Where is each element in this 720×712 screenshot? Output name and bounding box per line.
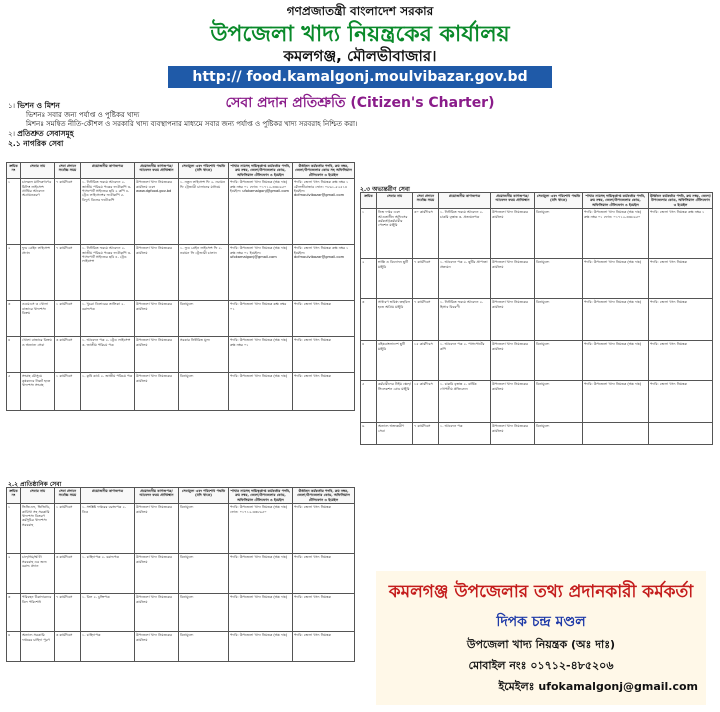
table-cell: বিনামূল্যে: [535, 423, 583, 445]
table-cell: ১. ফুড গ্রেইন লাইসেন্স ফি ২. নবায়ন ফি ট্রেজারী চালান: [179, 245, 229, 301]
table-cell: ১ কার্যদিবস: [55, 504, 81, 554]
table-cell: ৭ কার্যদিবস: [55, 179, 81, 245]
charter-title: সেবা প্রদান প্রতিশ্রুতি (Citizen's Charter): [225, 95, 495, 111]
table-cell: ৬: [361, 423, 377, 445]
column-header: সেবামূল্য এবং পরিশোধ পদ্ধতি (যদি থাকে): [179, 163, 229, 179]
table-cell: পদবি: উপজেলা খাদ্য নিয়ন্ত্রক (অঃ দাঃ): [583, 341, 649, 381]
table-cell: অন্যান্য অভ্যন্তরীণ সেবা: [377, 423, 413, 445]
table-cell: ১: [7, 179, 21, 245]
column-header: ক্রমিক নং: [7, 488, 21, 504]
table-cell: ২: [7, 245, 21, 301]
info-officer-title: কমলগঞ্জ উপজেলার তথ্য প্রদানকারী কর্মকর্তা: [388, 582, 694, 602]
table-cell: বিনামূল্যে: [179, 594, 229, 632]
table-cell: ৪: [361, 341, 377, 381]
table-cell: পদবি: উপজেলা খাদ্য নিয়ন্ত্রক (অঃ দাঃ): [229, 373, 293, 411]
column-header: সেবার নাম: [21, 163, 55, 179]
website-url[interactable]: http:// food.kamalgonj.moulvibazar.gov.bd: [168, 66, 552, 88]
column-header: প্রয়োজনীয় কাগজপত্র/ আবেদন ফরম প্রাপ্তিস্থান: [491, 193, 535, 209]
table-cell: পদবি: জেলা খাদ্য নিয়ন্ত্রক: [293, 337, 355, 373]
column-header: সেবা প্রদানে সর্বোচ্চ সময়: [55, 488, 81, 504]
table-cell: ১৫ কার্যদিবস: [413, 341, 439, 381]
table-cell: ১. বিল ২. চুক্তিপত্র: [81, 594, 135, 632]
table-cell: অন্যান্য সরকারি দপ্তরের চাহিদা পূরণ: [21, 632, 55, 662]
table-cell: ১: [361, 209, 377, 259]
table-cell: পদবি: জেলা খাদ্য নিয়ন্ত্রক: [293, 301, 355, 337]
table-cell: উপজেলা খাদ্য নিয়ন্ত্রকের কার্যালয়: [135, 301, 179, 337]
column-header: ঊর্ধ্বতন কর্মকর্তার পদবি, রুম নম্বর, জেলা/উপজেলার কোড, অফিসিয়াল টেলিফোন ও ইমেইল: [650, 194, 711, 207]
table-cell: ওএমএস ও খোলা বাজারে খাদ্যশস্য বিক্রয়: [21, 301, 55, 337]
table-cell: ৪: [7, 632, 21, 662]
table-cell: বিনামূল্যে: [179, 554, 229, 594]
table-cell: উপজেলা খাদ্য নিয়ন্ত্রকের কার্যালয়: [491, 209, 535, 259]
table-cell: ১. আবেদন পত্র ২. ছুটির প্রাপ্যতা প্রত্যয়ন: [439, 259, 491, 299]
table-cell: ১. নির্ধারিত ফরমে আবেদন ২. জাতীয় পরিচয় পত্রের ফটোকপি ৩. পাসপোর্ট সাইজের ছবি ৪. ট্রেড লাইসেন্স: [81, 245, 135, 301]
table-cell: উপজেলা খাদ্য নিয়ন্ত্রকের কার্যালয়: [491, 259, 535, 299]
table-cell: ১. চাহিদাপত্র ২. বরাদ্দপত্র: [81, 554, 135, 594]
table-cell: পদবি: জেলা খাদ্য নিয়ন্ত্রক: [293, 632, 355, 662]
table-cell: পদবি: জেলা খাদ্য নিয়ন্ত্রক: [649, 341, 713, 381]
column-header: প্রয়োজনীয় কাগজপত্র/ আবেদন ফরম প্রাপ্তিস্থান: [135, 163, 179, 179]
table-cell: পদবি: উপজেলা খাদ্য নিয়ন্ত্রক কক্ষ নম্বর ০১: [229, 301, 293, 337]
info-officer-email[interactable]: ইমেইলঃ ufokamalgonj@gmail.com: [498, 680, 698, 693]
table-row: [361, 381, 713, 423]
table-cell: ৭ কার্যদিবস: [413, 299, 439, 341]
table-cell: ভিজিএফ, ভিজিডি, কাবিখা সহ সরকারি খাদ্যশস্য বিতরণ কর্মসূচির খাদ্যশস্য সরবরাহ: [21, 504, 55, 554]
table-cell: পদবি: উপজেলা খাদ্য নিয়ন্ত্রক (অঃ দাঃ) কক্ষ নম্বর ০১: [229, 337, 293, 373]
table-cell: ৩: [7, 594, 21, 632]
table-cell: উপজেলা খাদ্য নিয়ন্ত্রকের কার্যালয়: [135, 594, 179, 632]
table-cell: ১: [7, 504, 21, 554]
table-cell: পদবি: জেলা খাদ্য নিয়ন্ত্রক: [649, 259, 713, 299]
column-header: প্রয়োজনীয় কাগজপত্র/ আবেদন ফরম প্রাপ্তিস্থান: [135, 488, 179, 504]
info-officer-mobile: মোবাইল নংঃ ০১৭১২-৪৮৫২০৬: [468, 659, 614, 672]
table-cell: ১. নির্ধারিত ফরমে আবেদন ২. হিসাব বিবরণী: [439, 299, 491, 341]
table-cell: পদবি: জেলা খাদ্য নিয়ন্ত্রক: [293, 373, 355, 411]
table-cell: ৩: [361, 299, 377, 341]
table-cell: বহিঃবাংলাদেশ ছুটি মঞ্জুরি: [377, 341, 413, 381]
table-cell: ৩ কার্যদিবস: [55, 337, 81, 373]
table-cell: পদবি: জেলা খাদ্য নিয়ন্ত্রক কক্ষ নম্বর ১ ইমেইল: dcfmoulvibazar@gmail.com: [293, 245, 355, 301]
info-officer-panel: [376, 571, 706, 705]
mission-text: মিশনঃ সমন্বিত নীতি-কৌশল ও সরকারি খাদ্য ব্যবস্থাপনার মাধ্যমে সবার জন্য পর্যাপ্ত ও পুষ্টিকর খাদ্য সরবরাহ নিশ্চিত করা।: [26, 120, 358, 128]
table-cell: উপজেলা খাদ্য নিয়ন্ত্রকের কার্যালয়: [135, 554, 179, 594]
table-cell: ৩ কার্যদিবস: [55, 632, 81, 662]
table-cell: সংগ্রহ মৌসুমে কৃষকদের নিকট হতে খাদ্যশস্য সংগ্রহ: [21, 373, 55, 411]
table-row: [7, 337, 355, 373]
institutional-services-table: [6, 487, 355, 662]
vision-mission: [8, 101, 708, 148]
table-cell: ৭ কার্যদিবস: [55, 594, 81, 632]
table-row: [7, 301, 355, 337]
table-cell: ১. নির্ধারিত ফরমে আবেদন ২. চাকরি বৃত্তান্ত ৩. প্রত্যয়নপত্র: [439, 209, 491, 259]
table-cell: ১. চাকরি বৃত্তান্ত ২. বার্ষিক গোপনীয় প্রতিবেদন: [439, 381, 491, 423]
column-header: সেবা প্রদানে সর্বোচ্চ সময়: [55, 163, 81, 179]
table-cell: ১ কার্যদিবস: [55, 301, 81, 337]
table-cell: ৭ কার্যদিবস: [55, 245, 81, 301]
table-cell: চাল/গম/আটা সরবরাহ এর জন্য বরাদ্দ প্রদান: [21, 554, 55, 594]
table-row: [7, 245, 355, 301]
table-cell: উপজেলা খাদ্য নিয়ন্ত্রকের কার্যালয় এবং www.dgfood.gov.bd: [135, 179, 179, 245]
table-cell: শ্রান্তি ও বিনোদন ছুটি মঞ্জুরি: [377, 259, 413, 299]
table-cell: ১. চাহিদাপত্র: [81, 632, 135, 662]
table-cell: পদবি: উপজেলা খাদ্য নিয়ন্ত্রক (অঃ দাঃ) কক্ষ নম্বর ০১ ইমেইল: ufokamalgonj@gmail.com: [229, 245, 293, 301]
table-row: [361, 423, 713, 445]
internal-services-title: ২.৩ অভ্যন্তরীণ সেবা: [360, 186, 410, 193]
table-cell: পদবি: উপজেলা খাদ্য নিয়ন্ত্রক (অঃ দাঃ) কক্ষ নম্বর ০১ ফোন: ০১৭১২-৩৩৮৬৫০: [583, 209, 649, 259]
table-cell: ১. সংশ্লিষ্ট দপ্তরের বরাদ্দপত্র ২. ডিও: [81, 504, 135, 554]
table-cell: ৪: [7, 337, 21, 373]
table-cell: বিনামূল্যে: [535, 259, 583, 299]
table-cell: পদবি: জেলা খাদ্য নিয়ন্ত্রক: [293, 504, 355, 554]
table-row: [7, 179, 355, 245]
table-row: [361, 341, 713, 381]
table-cell: উপজেলা খাদ্য নিয়ন্ত্রকের কার্যালয়: [135, 632, 179, 662]
table-cell: কর্মচারীদের টাইম স্কেল/সিলেকশন গ্রেড মঞ্জুরি: [377, 381, 413, 423]
table-cell: পদবি: উপজেলা খাদ্য নিয়ন্ত্রক (অঃ দাঃ) ফোন: ০১৭১২-৩৩৮৬৫০: [229, 504, 293, 554]
office-location: কমলগঞ্জ, মৌলভীবাজার।: [283, 47, 437, 65]
table-cell: [583, 423, 649, 445]
table-cell: পদবি: জেলা খাদ্য নিয়ন্ত্রক: [293, 554, 355, 594]
column-header: শাখার নামসহ দায়িত্বপ্রাপ্ত কর্মকর্তার পদবি, রুম নম্বর, জেলা/উপজেলার কোড, অফিসিয়াল টেলিফোন ও ইমেইল: [583, 193, 649, 209]
table-cell: বিনামূল্যে: [535, 341, 583, 381]
table-cell: নিজ দপ্তর এবং আওতাধীন অফিসের কর্মকর্তা/কর্মচারীর পেনশন মঞ্জুরি: [377, 209, 413, 259]
table-row: [361, 259, 713, 299]
table-cell: পদবি: জেলা খাদ্য নিয়ন্ত্রক কক্ষ নম্বর ১: [649, 209, 713, 259]
table-cell: ১. আবেদন পত্র ২. ট্রেড লাইসেন্স ৩. জাতীয় পরিচয় পত্র: [81, 337, 135, 373]
table-cell: ৫: [361, 381, 377, 423]
table-cell: উপজেলা খাদ্য নিয়ন্ত্রকের কার্যালয়: [135, 373, 179, 411]
table-cell: বিনামূল্যে: [179, 301, 229, 337]
table-cell: উপজেলা খাদ্য নিয়ন্ত্রকের কার্যালয়: [135, 337, 179, 373]
table-cell: উপজেলা খাদ্য নিয়ন্ত্রকের কার্যালয়: [135, 504, 179, 554]
column-header: ঊর্ধ্বতন কর্মকর্তার পদবি, রুম নম্বর, জেলা/উপজেলার কোড সহ অফিসিয়াল টেলিফোন ও ইমেইল: [293, 163, 355, 179]
citizen-services-table: [6, 162, 355, 411]
table-cell: পদবি: জেলা খাদ্য নিয়ন্ত্রক: [649, 299, 713, 341]
table-cell: ১. আবেদন পত্র: [439, 423, 491, 445]
table-row: [7, 594, 355, 632]
info-officer-name: দিপক চন্দ্র মণ্ডল: [496, 614, 586, 630]
table-cell: ৭ কার্যদিবস: [413, 423, 439, 445]
table-cell: পদবি: উপজেলা খাদ্য নিয়ন্ত্রক (অঃ দাঃ): [583, 381, 649, 423]
column-header: প্রয়োজনীয় কাগজপত্র: [81, 163, 135, 179]
table-cell: উপজেলা খাদ্য নিয়ন্ত্রকের কার্যালয়: [491, 299, 535, 341]
column-header: সেবার নাম: [377, 193, 413, 209]
table-cell: পদবি: জেলা খাদ্য নিয়ন্ত্রক: [293, 594, 355, 632]
table-cell: বিনামূল্যে: [179, 504, 229, 554]
table-cell: পদবি: উপজেলা খাদ্য নিয়ন্ত্রক (অঃ দাঃ): [229, 554, 293, 594]
institutional-services-title: ২.২ প্রাতিষ্ঠানিক সেবা: [8, 481, 62, 488]
table-row: [7, 632, 355, 662]
table-cell: পদবি: উপজেলা খাদ্য নিয়ন্ত্রক (অঃ দাঃ): [583, 259, 649, 299]
section-number-2: ২।: [8, 130, 16, 138]
citizen-services-title: ২.১ নাগরিক সেবা: [8, 139, 64, 148]
vision-text: ভিশনঃ সবার জন্য পর্যাপ্ত ও পুষ্টিকর খাদ্য: [26, 111, 140, 119]
table-cell: ২: [7, 554, 21, 594]
column-header: ক্রমিক: [361, 193, 377, 209]
table-cell: ফুড গ্রেইন লাইসেন্স প্রদান: [21, 245, 55, 301]
table-cell: ৭ কার্যদিবস: [413, 259, 439, 299]
office-title: উপজেলা খাদ্য নিয়ন্ত্রকের কার্যালয়: [210, 22, 510, 47]
info-officer-designation: উপজেলা খাদ্য নিয়ন্ত্রক (অঃ দাঃ): [466, 638, 616, 651]
table-row: [7, 373, 355, 411]
column-header: সেবামূল্য এবং পরিশোধ পদ্ধতি (যদি থাকে): [535, 193, 583, 209]
table-row: [7, 554, 355, 594]
table-cell: পরিবহন ঠিকাদারদের বিল পরিশোধ: [21, 594, 55, 632]
services-title: প্রতিশ্রুত সেবাসমূহ: [17, 129, 74, 138]
table-cell: সরকার নির্ধারিত মূল্য: [179, 337, 229, 373]
table-cell: উপজেলা খাদ্য নিয়ন্ত্রকের কার্যালয়: [491, 341, 535, 381]
table-cell: সাধারণ ভবিষ্য তহবিল হতে অগ্রিম মঞ্জুরি: [377, 299, 413, 341]
table-cell: ৩ কার্যদিবস: [55, 554, 81, 594]
table-row: [361, 299, 713, 341]
table-row: [361, 209, 713, 259]
table-cell: বিনামূল্যে: [535, 381, 583, 423]
column-header: শাখার নামসহ দায়িত্বপ্রাপ্ত কর্মকর্তার পদবি, রুম নম্বর, জেলা/উপজেলার কোড, অফিসিয়াল টেলিফোন ও ইমেইল: [229, 488, 293, 504]
table-cell: বিনামূল্যে: [535, 209, 583, 259]
table-cell: ৩: [7, 301, 21, 337]
table-cell: ১ কার্যদিবস: [55, 373, 81, 411]
table-cell: ৫: [7, 373, 21, 411]
column-header: সেবার নাম: [21, 488, 55, 504]
table-cell: ১. কৃষি কার্ড ২. জাতীয় পরিচয় পত্র: [81, 373, 135, 411]
table-cell: ১. নতুন লাইসেন্স ফি ২. নবায়ন ফি ট্রেজারী চালানের মাধ্যমে: [179, 179, 229, 245]
table-cell: চালকল মালিকগণের মিলিং লাইসেন্স প্রাপ্তির আবেদন অগ্রায়নকরণ: [21, 179, 55, 245]
table-cell: [649, 423, 713, 445]
column-header: সেবামূল্য এবং পরিশোধ পদ্ধতি (যদি থাকে): [179, 488, 229, 504]
column-header: শাখার নামসহ দায়িত্বপ্রাপ্ত কর্মকর্তার পদবি, রুম নম্বর, জেলা/উপজেলার কোড, অফিসিয়াল টেলিফোন ও ইমেইল: [229, 163, 293, 179]
column-header: ঊর্ধ্বতন কর্মকর্তার পদবি, রুম নম্বর, জেলা/উপজেলার কোড, অফিসিয়াল টেলিফোন ও ইমেইল: [293, 488, 355, 504]
table-row: [7, 504, 355, 554]
table-cell: উপজেলা খাদ্য নিয়ন্ত্রকের কার্যালয়: [135, 245, 179, 301]
table-cell: উপজেলা খাদ্য নিয়ন্ত্রকের কার্যালয়: [491, 381, 535, 423]
table-cell: ১. খুচরা ডিলারের তালিকা ২. বরাদ্দপত্র: [81, 301, 135, 337]
table-cell: পদবি: উপজেলা খাদ্য নিয়ন্ত্রক (অঃ দাঃ) কক্ষ নম্বর ০১ ফোন: ০১৭১২-৩৩৮৬৫০ ইমেইল: ufokamalgonj@gmail.com: [229, 179, 293, 245]
table-cell: ৩০ কার্যদিবস: [413, 209, 439, 259]
table-cell: ১. আবেদন পত্র ২. পাসপোর্টের কপি: [439, 341, 491, 381]
table-cell: ১৫ কার্যদিবস: [413, 381, 439, 423]
vision-mission-title: ভিশন ও মিশন: [17, 101, 60, 110]
table-cell: পদবি: উপজেলা খাদ্য নিয়ন্ত্রক (অঃ দাঃ): [583, 299, 649, 341]
table-cell: বিনামূল্যে: [179, 632, 229, 662]
column-header: সেবা প্রদানে সর্বোচ্চ সময়: [413, 193, 439, 209]
table-cell: ১. নির্ধারিত ফরমে আবেদন ২. জাতীয় পরিচয় পত্রের ফটোকপি ৩. পাসপোর্ট সাইজের ছবি ২ কপি ৪. ট্রেড লাইসেন্সের ফটোকপি ৫. বিদ্যুৎ বিলের ফটোকপি: [81, 179, 135, 245]
column-header: প্রয়োজনীয় কাগজপত্র: [439, 193, 491, 209]
table-cell: পদবি: উপজেলা খাদ্য নিয়ন্ত্রক (অঃ দাঃ): [229, 632, 293, 662]
table-cell: খোলা বাজারে বিক্রয় ও অন্যান্য সেবা: [21, 337, 55, 373]
internal-services-table: [360, 192, 713, 445]
table-cell: উপজেলা খাদ্য নিয়ন্ত্রকের কার্যালয়: [491, 423, 535, 445]
column-header: ক্রমিক নং: [7, 163, 21, 179]
table-cell: পদবি: উপজেলা খাদ্য নিয়ন্ত্রক (অঃ দাঃ): [229, 594, 293, 632]
table-cell: বিনামূল্যে: [535, 299, 583, 341]
table-cell: পদবি: জেলা খাদ্য নিয়ন্ত্রক: [649, 381, 713, 423]
column-header: প্রয়োজনীয় কাগজপত্র: [81, 488, 135, 504]
section-number: ১।: [8, 102, 16, 110]
government-title: গণপ্রজাতন্ত্রী বাংলাদেশ সরকার: [286, 4, 434, 18]
table-cell: পদবি: জেলা খাদ্য নিয়ন্ত্রক কক্ষ নম্বর ১ মৌলভীবাজার ফোন: ০৮৬১-৫২৫১৪ ইমেইল: dcfmoulvibazar@gmail.com: [293, 179, 355, 245]
table-cell: ২: [361, 259, 377, 299]
table-cell: বিনামূল্যে: [179, 373, 229, 411]
